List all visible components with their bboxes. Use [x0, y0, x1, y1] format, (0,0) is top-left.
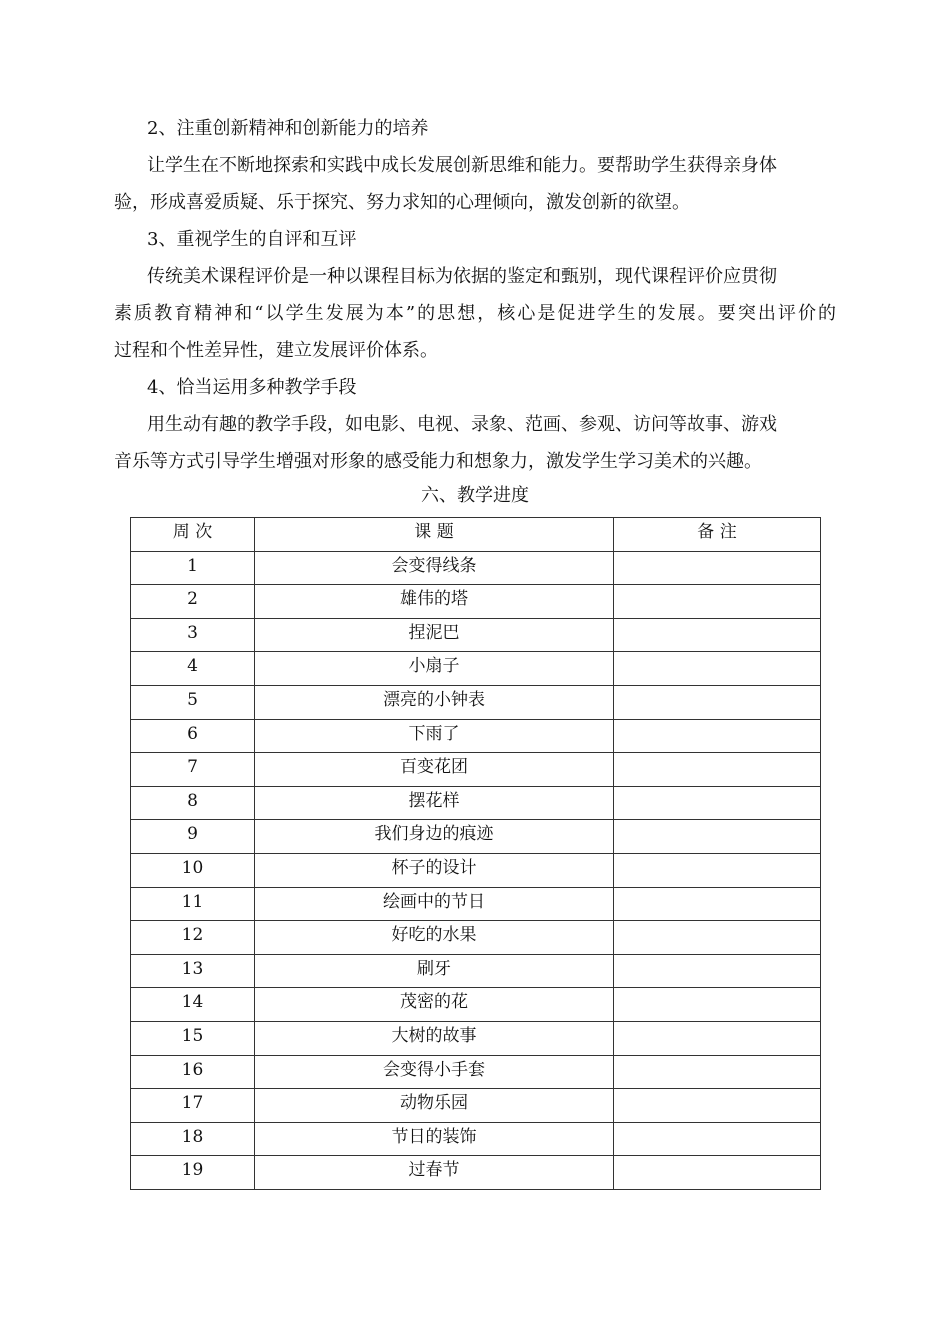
topic-cell: 刷牙	[255, 954, 614, 988]
table-row	[131, 954, 821, 988]
table-row	[131, 853, 821, 887]
note-cell	[614, 1122, 821, 1156]
table-row	[131, 585, 821, 619]
topic-cell: 雄伟的塔	[255, 585, 614, 619]
note-cell	[614, 585, 821, 619]
table-row	[131, 719, 821, 753]
table-row	[131, 1156, 821, 1190]
table-row	[131, 652, 821, 686]
table-row	[131, 1021, 821, 1055]
note-cell	[614, 921, 821, 955]
topic-cell: 我们身边的痕迹	[255, 820, 614, 854]
table-row	[131, 820, 821, 854]
section-title: 六、教学进度	[421, 485, 529, 506]
subheading-innovation: 2、注重创新精神和创新能力的培养	[147, 118, 429, 139]
note-cell	[614, 1055, 821, 1089]
note-cell	[614, 652, 821, 686]
note-cell	[614, 786, 821, 820]
week-cell: 9	[131, 820, 255, 854]
note-cell	[614, 719, 821, 753]
week-cell: 8	[131, 786, 255, 820]
week-cell: 19	[131, 1156, 255, 1190]
week-cell: 13	[131, 954, 255, 988]
table-row	[131, 786, 821, 820]
table-row	[131, 618, 821, 652]
table-row	[131, 921, 821, 955]
topic-cell: 小扇子	[255, 652, 614, 686]
week-cell: 16	[131, 1055, 255, 1089]
table-row	[131, 685, 821, 719]
paragraph-line: 让学生在不断地探索和实践中成长发展创新思维和能力。要帮助学生获得亲身体	[147, 155, 777, 176]
note-cell	[614, 753, 821, 787]
topic-cell: 茂密的花	[255, 988, 614, 1022]
paragraph-line: 素质教育精神和“以学生发展为本”的思想，核心是促进学生的发展。要突出评价的	[114, 303, 836, 324]
subheading-evaluation: 3、重视学生的自评和互评	[147, 229, 357, 250]
topic-cell: 大树的故事	[255, 1021, 614, 1055]
topic-cell: 下雨了	[255, 719, 614, 753]
week-cell: 12	[131, 921, 255, 955]
week-cell: 10	[131, 853, 255, 887]
week-cell: 2	[131, 585, 255, 619]
topic-cell: 捏泥巴	[255, 618, 614, 652]
week-cell: 18	[131, 1122, 255, 1156]
schedule-table	[130, 517, 821, 1190]
table-row	[131, 1089, 821, 1123]
subheading-teaching-methods: 4、恰当运用多种教学手段	[147, 377, 357, 398]
table-row	[131, 1055, 821, 1089]
topic-cell: 漂亮的小钟表	[255, 685, 614, 719]
table-header-row	[131, 518, 821, 552]
note-cell	[614, 887, 821, 921]
paragraph-line: 传统美术课程评价是一种以课程目标为依据的鉴定和甄别，现代课程评价应贯彻	[147, 266, 777, 287]
note-cell	[614, 954, 821, 988]
week-cell: 5	[131, 685, 255, 719]
note-cell	[614, 685, 821, 719]
topic-cell: 杯子的设计	[255, 853, 614, 887]
note-cell	[614, 1021, 821, 1055]
topic-cell: 过春节	[255, 1156, 614, 1190]
note-cell	[614, 1089, 821, 1123]
header-note: 备 注	[614, 518, 821, 552]
topic-cell: 会变得线条	[255, 551, 614, 585]
week-cell: 3	[131, 618, 255, 652]
week-cell: 6	[131, 719, 255, 753]
week-cell: 11	[131, 887, 255, 921]
topic-cell: 百变花团	[255, 753, 614, 787]
header-week: 周 次	[131, 518, 255, 552]
week-cell: 14	[131, 988, 255, 1022]
topic-cell: 好吃的水果	[255, 921, 614, 955]
topic-cell: 绘画中的节日	[255, 887, 614, 921]
table-row	[131, 551, 821, 585]
table-row	[131, 753, 821, 787]
week-cell: 17	[131, 1089, 255, 1123]
note-cell	[614, 551, 821, 585]
paragraph-line: 过程和个性差异性，建立发展评价体系。	[114, 340, 438, 361]
week-cell: 4	[131, 652, 255, 686]
topic-cell: 摆花样	[255, 786, 614, 820]
note-cell	[614, 853, 821, 887]
table-row	[131, 988, 821, 1022]
week-cell: 7	[131, 753, 255, 787]
note-cell	[614, 988, 821, 1022]
topic-cell: 动物乐园	[255, 1089, 614, 1123]
paragraph-line: 用生动有趣的教学手段，如电影、电视、录象、范画、参观、访问等故事、游戏	[147, 414, 777, 435]
paragraph-line: 音乐等方式引导学生增强对形象的感受能力和想象力，激发学生学习美术的兴趣。	[114, 451, 762, 472]
topic-cell: 会变得小手套	[255, 1055, 614, 1089]
note-cell	[614, 820, 821, 854]
note-cell	[614, 618, 821, 652]
table-row	[131, 887, 821, 921]
note-cell	[614, 1156, 821, 1190]
topic-cell: 节日的装饰	[255, 1122, 614, 1156]
header-topic: 课 题	[255, 518, 614, 552]
table-row	[131, 1122, 821, 1156]
week-cell: 1	[131, 551, 255, 585]
paragraph-line: 验，形成喜爱质疑、乐于探究、努力求知的心理倾向，激发创新的欲望。	[114, 192, 690, 213]
week-cell: 15	[131, 1021, 255, 1055]
